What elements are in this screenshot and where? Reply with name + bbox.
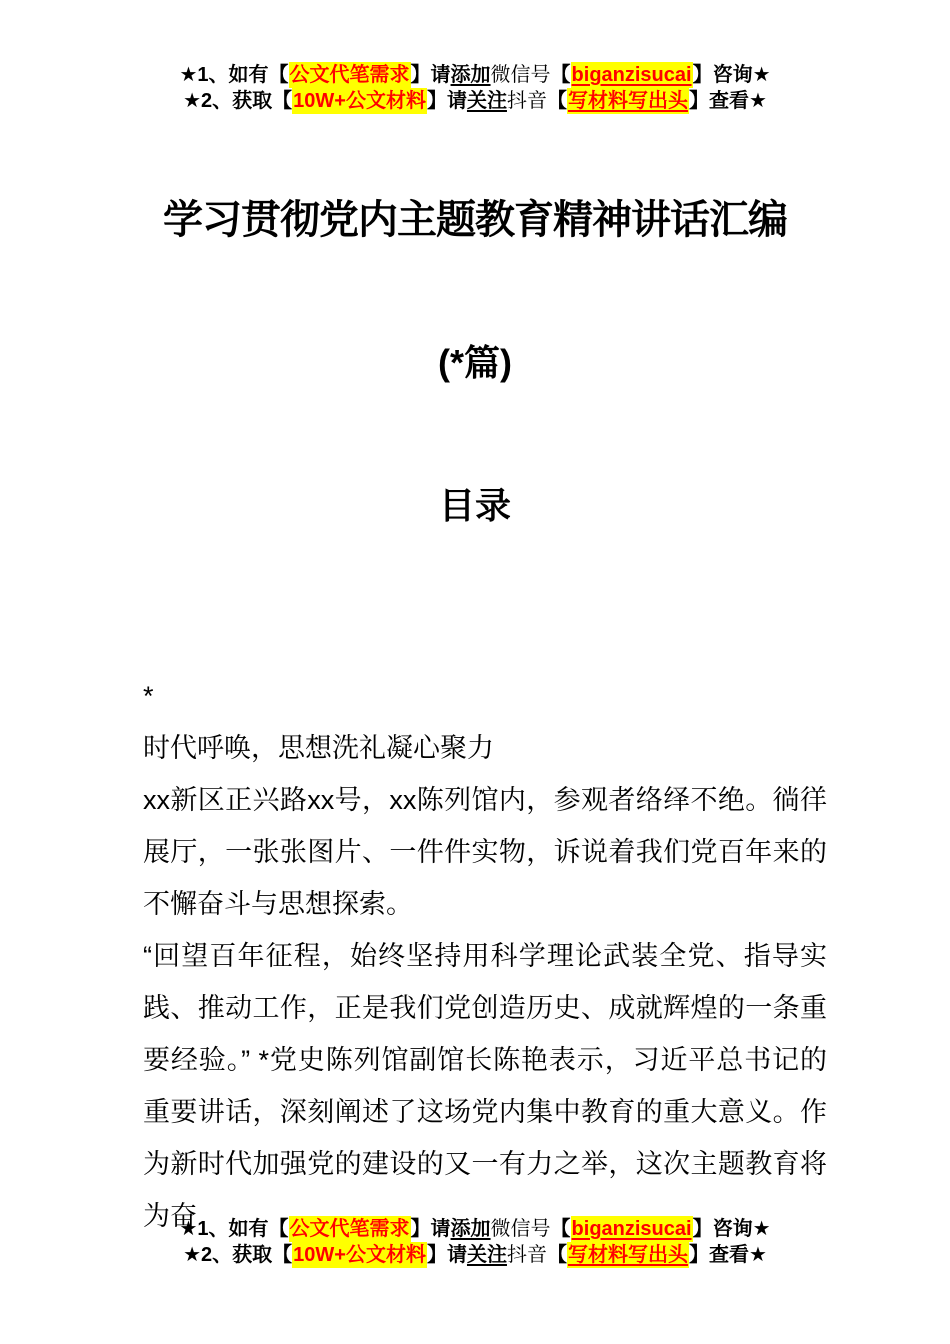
promo-line-1 [0, 62, 950, 88]
promo-segment: ★1、如有【 [179, 1218, 289, 1240]
promo-segment: 】请 [426, 90, 467, 112]
promo-segment: 10W+公文材料 [293, 1244, 426, 1266]
promo-segment: 【 [546, 1244, 567, 1266]
promo-segment: 【 [550, 64, 571, 86]
promo-segment: 】请 [426, 1244, 467, 1266]
document-body [143, 670, 827, 1242]
promo-banner-footer [0, 1216, 950, 1268]
promo-segment: 关注 [466, 1244, 507, 1266]
promo-segment: 微信号 [490, 1218, 551, 1240]
document-title: 学习贯彻党内主题教育精神讲话汇编 [163, 198, 787, 242]
promo-line-2 [0, 1242, 950, 1268]
promo-segment: ★1、如有【 [179, 64, 289, 86]
promo-segment: 公文代笔需求 [289, 64, 410, 86]
promo-segment: ★2、获取【 [183, 1244, 293, 1266]
body-paragraph: 时代呼唤，思想洗礼凝心聚力 [143, 733, 494, 763]
promo-segment: 添加 [450, 1218, 491, 1240]
promo-segment: biganzisucai [571, 64, 692, 86]
promo-segment: 10W+公文材料 [293, 90, 426, 112]
promo-segment: 抖音 [506, 90, 547, 112]
body-paragraph: “回望百年征程，始终坚持用科学理论武装全党、指导实践、推动工作，正是我们党创造历史、成就辉煌的一条重要经验。” *党史陈列馆副馆长陈艳表示，习近平总书记的重要讲话，深刻阐述了这场党内集中教育的重大意义。作为新时代加强党的建设的又一有力之举，这次主题教育将为奋 [143, 941, 827, 1231]
body-paragraph: * [143, 681, 154, 711]
promo-segment: 】咨询★ [692, 1218, 771, 1240]
promo-segment: 微信号 [490, 64, 551, 86]
promo-segment: biganzisucai [571, 1218, 692, 1240]
promo-segment: 抖音 [506, 1244, 547, 1266]
promo-line-2 [0, 88, 950, 114]
promo-banner-header [0, 62, 950, 114]
promo-segment: 】查看★ [688, 90, 767, 112]
promo-segment: 】请 [410, 64, 451, 86]
promo-segment: 公文代笔需求 [289, 1218, 410, 1240]
promo-segment: 添加 [450, 64, 491, 86]
promo-line-1 [0, 1216, 950, 1242]
promo-segment: 写材料写出头 [567, 90, 688, 112]
promo-segment: ★2、获取【 [183, 90, 293, 112]
promo-segment: 关注 [466, 90, 507, 112]
toc-heading: 目录 [438, 485, 511, 526]
promo-segment: 】请 [410, 1218, 451, 1240]
promo-segment: 【 [550, 1218, 571, 1240]
promo-segment: 【 [546, 90, 567, 112]
body-paragraph: xx新区正兴路xx号，xx陈列馆内，参观者络绎不绝。徜徉展厅，一张张图片、一件件实物，诉说着我们党百年来的不懈奋斗与思想探索。 [143, 785, 827, 919]
promo-segment: 】咨询★ [692, 64, 771, 86]
promo-segment: 写材料写出头 [567, 1244, 688, 1266]
document-subtitle: (*篇) [438, 342, 512, 383]
promo-segment: 】查看★ [688, 1244, 767, 1266]
